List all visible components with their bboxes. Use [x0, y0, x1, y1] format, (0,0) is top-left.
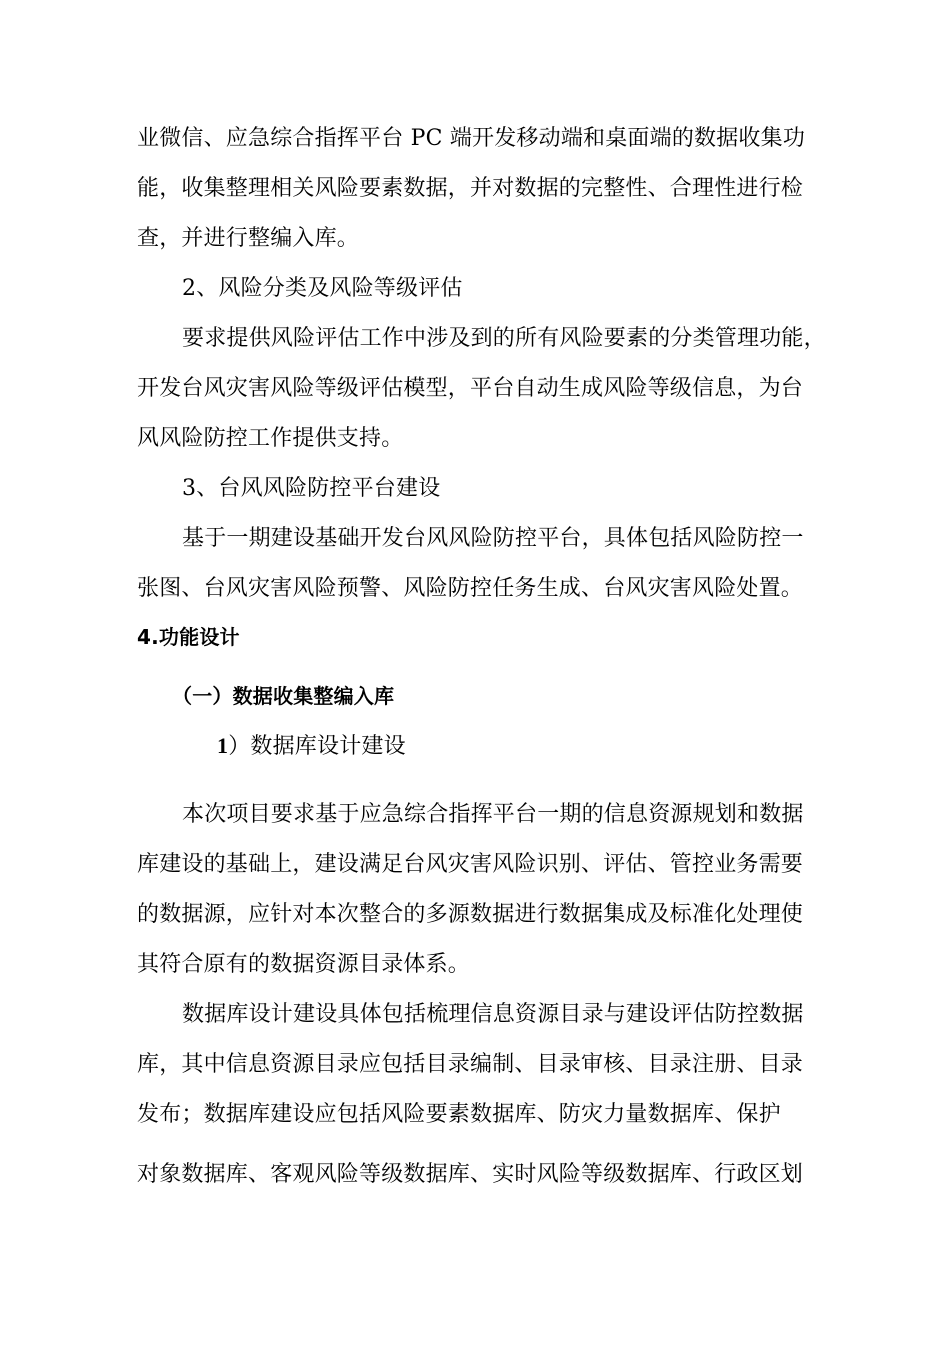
intro-line-3: 查，并进行整编入库。	[137, 226, 360, 251]
para1-line-3: 的数据源，应针对本次整合的多源数据进行数据集成及标准化处理使	[137, 902, 804, 927]
para2-line-3: 发布；数据库建设应包括风险要素数据库、防灾力量数据库、保护	[137, 1102, 781, 1127]
para1-line-4: 其符合原有的数据资源目录体系。	[137, 952, 471, 977]
item2-line-3: 风风险防控工作提供支持。	[137, 426, 404, 451]
para2-line-4: 对象数据库、客观风险等级数据库、实时风险等级数据库、行政区划	[137, 1162, 804, 1187]
section4-subsub	[217, 731, 406, 762]
para2-line-1: 数据库设计建设具体包括梳理信息资源目录与建设评估防控数据	[182, 1002, 804, 1027]
item2-heading: 2、风险分类及风险等级评估	[182, 276, 463, 301]
item3-line-2: 张图、台风灾害风险预警、风险防控任务生成、台风灾害风险处置。	[137, 576, 804, 601]
item2-line-1: 要求提供风险评估工作中涉及到的所有风险要素的分类管理功能，	[182, 326, 826, 351]
item3-line-1: 基于一期建设基础开发台风风险防控平台，具体包括风险防控一	[182, 526, 804, 551]
section4-heading: 4.功能设计	[137, 625, 240, 649]
para1-line-2: 库建设的基础上，建设满足台风灾害风险识别、评估、管控业务需要	[137, 852, 804, 877]
subsub-text: ）数据库设计建设	[228, 734, 406, 759]
subsub-number: 1	[217, 733, 229, 758]
item3-heading: 3、台风风险防控平台建设	[182, 476, 441, 501]
item2-line-2: 开发台风灾害风险等级评估模型，平台自动生成风险等级信息，为台	[137, 376, 804, 401]
para1-line-1: 本次项目要求基于应急综合指挥平台一期的信息资源规划和数据	[182, 802, 804, 827]
intro-line-1: 业微信、应急综合指挥平台 PC 端开发移动端和桌面端的数据收集功	[137, 126, 806, 151]
para2-line-2: 库，其中信息资源目录应包括目录编制、目录审核、目录注册、目录	[137, 1052, 804, 1077]
section4-subheading: （一）数据收集整编入库	[172, 684, 395, 708]
intro-line-2: 能，收集整理相关风险要素数据，并对数据的完整性、合理性进行检	[137, 176, 804, 201]
